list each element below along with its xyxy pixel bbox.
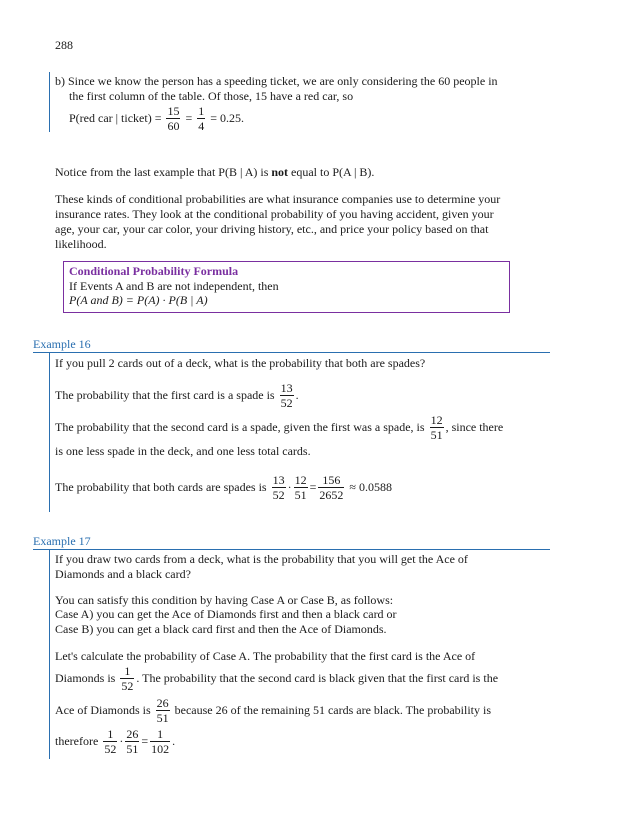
part-b-line2: the first column of the table. Of those, 15 have a red car, so: [69, 89, 354, 103]
example-16-title: Example 16: [33, 337, 91, 351]
fraction-1-4: [197, 104, 205, 133]
fraction-13-52: [280, 381, 294, 410]
example-17-case-a: Case A) you can get the Ace of Diamonds first and then a black card or: [55, 607, 397, 621]
example-17-calc-line-4: [55, 727, 175, 756]
fraction-156-2652: [318, 473, 344, 502]
s3-eq: =: [309, 480, 317, 494]
fraction-13-52: [272, 473, 286, 502]
example-17-question-1: If you draw two cards from a deck, what is the probability that you will get the Ace of: [55, 552, 468, 566]
l2-post: . The probability that the second card is black given that the first card is the: [136, 671, 499, 685]
fraction-1-52: [103, 727, 117, 756]
part-b-equation: [69, 104, 244, 133]
l4-dot: ·: [119, 734, 124, 748]
frac-den: 51: [430, 428, 443, 442]
s2-end: , since there: [445, 420, 504, 434]
example-17-question-2: Diamonds and a black card?: [55, 567, 191, 581]
frac-num: 13: [280, 381, 293, 395]
notice-bold: not: [271, 165, 289, 179]
frac-den: 52: [104, 742, 117, 756]
frac-den: 4: [198, 119, 205, 133]
page-number: 288: [55, 38, 73, 52]
fraction-1-52: [120, 664, 134, 693]
example-16-question: If you pull 2 cards out of a deck, what is the probability that both are spades?: [55, 356, 426, 370]
frac-num: 12: [430, 413, 443, 427]
frac-den: 51: [156, 711, 169, 725]
frac-den: 60: [167, 119, 180, 133]
fraction-1-102: [150, 727, 170, 756]
fraction-15-60: [166, 104, 180, 133]
example-16-rule: [33, 352, 550, 353]
frac-den: 51: [294, 488, 307, 502]
formula-line-3: P(A and B) = P(A) · P(B | A): [69, 293, 208, 307]
notice-paragraph: [55, 165, 374, 180]
eq-mid: =: [185, 111, 193, 125]
example-17-title: Example 17: [33, 534, 91, 548]
example-16-step-2-cont: is one less spade in the deck, and one less total cards.: [55, 444, 311, 458]
fraction-12-51: [430, 413, 444, 442]
example-17-rule: [33, 549, 550, 550]
l4-pre: therefore: [55, 734, 99, 748]
l4-end: .: [172, 734, 176, 748]
example-17-calc-line-3: [55, 696, 491, 725]
frac-num: 1: [107, 727, 114, 741]
frac-num: 156: [322, 473, 341, 487]
l3-pre: Ace of Diamonds is: [55, 703, 151, 717]
insurance-line-1: These kinds of conditional probabilities are what insurance companies use to determine your: [55, 192, 501, 206]
fraction-12-51: [294, 473, 308, 502]
s2-text: The probability that the second card is a spade, given the first was a spade, is: [55, 420, 425, 434]
frac-num: 12: [294, 473, 307, 487]
formula-title: Conditional Probability Formula: [69, 264, 239, 278]
part-b-margin-bar: [49, 72, 50, 132]
frac-num: 13: [272, 473, 285, 487]
example-16-margin-bar: [49, 352, 50, 512]
fraction-26-51: [156, 696, 170, 725]
l3-post: because 26 of the remaining 51 cards are black. The probability is: [174, 703, 491, 717]
example-17-calc-line-1: Let's calculate the probability of Case A. The probability that the first card is the Ace of: [55, 649, 476, 663]
s3-end: ≈ 0.0588: [349, 480, 392, 494]
eq-lhs: P(red car | ticket) =: [69, 111, 162, 125]
frac-den: 102: [151, 742, 170, 756]
formula-line-2: If Events A and B are not independent, then: [69, 279, 279, 293]
frac-num: 15: [167, 104, 180, 118]
insurance-line-4: likelihood.: [55, 237, 107, 251]
notice-pre: Notice from the last example that P(B | A) is: [55, 165, 272, 179]
frac-den: 51: [126, 742, 139, 756]
eq-rhs: = 0.25.: [210, 111, 245, 125]
frac-num: 1: [198, 104, 205, 118]
frac-num: 1: [124, 664, 131, 678]
example-16-step-2: [55, 413, 503, 442]
s1-end: .: [295, 388, 299, 402]
frac-den: 52: [121, 679, 134, 693]
example-16-step-1: [55, 381, 299, 410]
s3-dot: ·: [287, 480, 292, 494]
s3-text: The probability that both cards are spades is: [55, 480, 267, 494]
part-b-line1: b) Since we know the person has a speeding ticket, we are only considering the 60 people in: [55, 74, 498, 88]
l4-eq: =: [141, 734, 149, 748]
s1-text: The probability that the first card is a spade is: [55, 388, 275, 402]
example-17-calc-line-2: [55, 664, 498, 693]
notice-post: equal to P(A | B).: [288, 165, 375, 179]
frac-num: 26: [126, 727, 139, 741]
fraction-26-51: [125, 727, 139, 756]
frac-num: 26: [156, 696, 169, 710]
example-17-case-b: Case B) you can get a black card first and then the Ace of Diamonds.: [55, 622, 387, 636]
frac-den: 52: [272, 488, 285, 502]
insurance-line-3: age, your car, your car color, your driving history, etc., and price your policy based on that: [55, 222, 489, 236]
frac-num: 1: [157, 727, 164, 741]
example-17-margin-bar: [49, 549, 50, 759]
frac-den: 2652: [319, 488, 344, 502]
frac-den: 52: [280, 396, 293, 410]
example-16-step-3: [55, 473, 392, 502]
example-17-case-intro: You can satisfy this condition by having Case A or Case B, as follows:: [55, 593, 394, 607]
l2-pre: Diamonds is: [55, 671, 116, 685]
insurance-line-2: insurance rates. They look at the conditional probability of you having accident, given your: [55, 207, 494, 221]
